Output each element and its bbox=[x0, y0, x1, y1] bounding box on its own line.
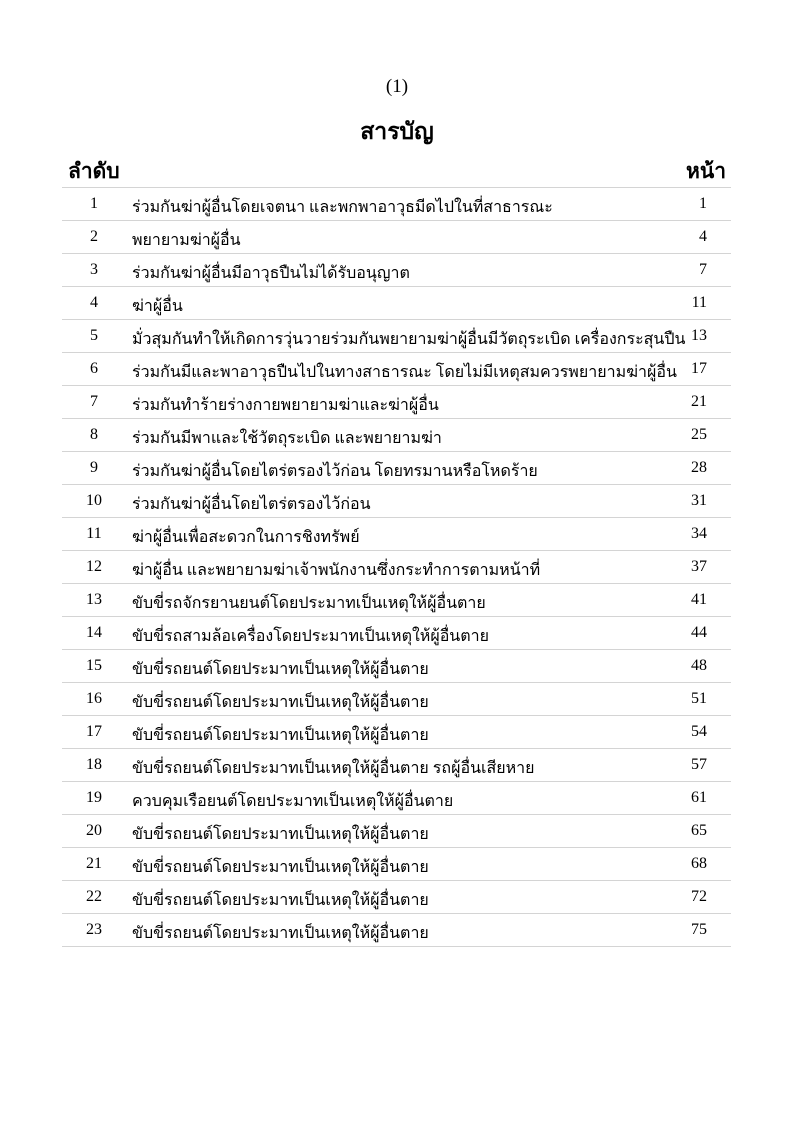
entry-title: ขับขี่รถยนต์โดยประมาทเป็นเหตุให้ผู้อื่นตาย รถผู้อื่นเสียหาย bbox=[132, 760, 535, 777]
entry-page: 44 bbox=[691, 624, 707, 641]
entry-number: 10 bbox=[86, 492, 102, 509]
entry-title: ร่วมกันมีและพาอาวุธปืนไปในทางสาธารณะ โดยไม่มีเหตุสมควรพยายามฆ่าผู้อื่น bbox=[132, 364, 677, 381]
toc-entry[interactable] bbox=[62, 287, 731, 320]
entry-number: 23 bbox=[86, 921, 102, 938]
entry-number: 3 bbox=[90, 261, 98, 278]
entry-page: 68 bbox=[691, 855, 707, 872]
entry-page: 21 bbox=[691, 393, 707, 410]
entry-title: ขับขี่รถสามล้อเครื่องโดยประมาทเป็นเหตุให้ผู้อื่นตาย bbox=[132, 628, 489, 645]
page-number: (1) bbox=[385, 76, 409, 97]
toc-entry[interactable] bbox=[62, 386, 731, 419]
toc-entry[interactable] bbox=[62, 914, 731, 947]
entry-number: 2 bbox=[90, 228, 98, 245]
entry-title: ร่วมกันมีพาและใช้วัตถุระเบิด และพยายามฆ่า bbox=[132, 430, 442, 447]
entry-number: 21 bbox=[86, 855, 102, 872]
toc-entry[interactable] bbox=[62, 518, 731, 551]
entry-title: พยายามฆ่าผู้อื่น bbox=[132, 232, 241, 249]
entry-number: 13 bbox=[86, 591, 102, 608]
entry-title: ขับขี่รถยนต์โดยประมาทเป็นเหตุให้ผู้อื่นตาย bbox=[132, 727, 429, 744]
entry-number: 18 bbox=[86, 756, 102, 773]
toc-entry[interactable] bbox=[62, 881, 731, 914]
entry-number: 1 bbox=[90, 195, 98, 212]
entry-title: ขับขี่รถยนต์โดยประมาทเป็นเหตุให้ผู้อื่นตาย bbox=[132, 661, 429, 678]
entry-title: ฆ่าผู้อื่นเพื่อสะดวกในการชิงทรัพย์ bbox=[132, 529, 360, 546]
entry-number: 19 bbox=[86, 789, 102, 806]
entry-title: ขับขี่รถยนต์โดยประมาทเป็นเหตุให้ผู้อื่นตาย bbox=[132, 925, 429, 942]
entry-title: ขับขี่รถยนต์โดยประมาทเป็นเหตุให้ผู้อื่นตาย bbox=[132, 826, 429, 843]
entry-number: 7 bbox=[90, 393, 98, 410]
entry-number: 5 bbox=[90, 327, 98, 344]
entry-page: 1 bbox=[699, 195, 707, 212]
entry-page: 57 bbox=[691, 756, 707, 773]
entry-title: ฆ่าผู้อื่น bbox=[132, 298, 183, 315]
entry-number: 8 bbox=[90, 426, 98, 443]
entry-title: ร่วมกันฆ่าผู้อื่นโดยไตร่ตรองไว้ก่อน โดยทรมานหรือโหดร้าย bbox=[132, 463, 538, 480]
page-title: สารบัญ bbox=[360, 119, 434, 144]
entry-title: ร่วมกันทำร้ายร่างกายพยายามฆ่าและฆ่าผู้อื่น bbox=[132, 397, 439, 414]
entry-page: 13 bbox=[691, 327, 707, 344]
entry-page: 11 bbox=[691, 294, 707, 311]
toc-entry[interactable] bbox=[62, 221, 731, 254]
entry-number: 20 bbox=[86, 822, 102, 839]
entry-title: ร่วมกันฆ่าผู้อื่นมีอาวุธปืนไม่ได้รับอนุญาต bbox=[132, 265, 410, 282]
entry-page: 65 bbox=[691, 822, 707, 839]
entry-page: 28 bbox=[691, 459, 707, 476]
entry-number: 22 bbox=[86, 888, 102, 905]
entry-page: 61 bbox=[691, 789, 707, 806]
entry-page: 54 bbox=[691, 723, 707, 740]
entry-number: 12 bbox=[86, 558, 102, 575]
entry-number: 15 bbox=[86, 657, 102, 674]
entry-page: 41 bbox=[691, 591, 707, 608]
entry-page: 17 bbox=[691, 360, 707, 377]
toc-entry[interactable] bbox=[62, 782, 731, 815]
toc-header bbox=[66, 155, 726, 185]
toc-list bbox=[62, 187, 731, 947]
toc-entry[interactable] bbox=[62, 320, 731, 353]
toc-entry[interactable] bbox=[62, 749, 731, 782]
toc-entry[interactable] bbox=[62, 485, 731, 518]
entry-page: 4 bbox=[699, 228, 707, 245]
toc-entry[interactable] bbox=[62, 650, 731, 683]
entry-number: 14 bbox=[86, 624, 102, 641]
entry-page: 75 bbox=[691, 921, 707, 938]
toc-entry[interactable] bbox=[62, 353, 731, 386]
entry-page: 25 bbox=[691, 426, 707, 443]
entry-title: ขับขี่รถจักรยานยนต์โดยประมาทเป็นเหตุให้ผู้อื่นตาย bbox=[132, 595, 486, 612]
entry-page: 72 bbox=[691, 888, 707, 905]
toc-entry[interactable] bbox=[62, 848, 731, 881]
entry-title: ร่วมกันฆ่าผู้อื่นโดยไตร่ตรองไว้ก่อน bbox=[132, 496, 371, 513]
entry-title: ร่วมกันฆ่าผู้อื่นโดยเจตนา และพกพาอาวุธมีดไปในที่สาธารณะ bbox=[132, 199, 553, 216]
entry-number: 16 bbox=[86, 690, 102, 707]
order-column-header: ลำดับ bbox=[68, 159, 120, 183]
entry-number: 4 bbox=[90, 294, 98, 311]
entry-number: 9 bbox=[90, 459, 98, 476]
entry-page: 37 bbox=[691, 558, 707, 575]
entry-number: 11 bbox=[86, 525, 102, 542]
entry-page: 51 bbox=[691, 690, 707, 707]
entry-title: ขับขี่รถยนต์โดยประมาทเป็นเหตุให้ผู้อื่นตาย bbox=[132, 859, 429, 876]
toc-entry[interactable] bbox=[62, 452, 731, 485]
toc-entry[interactable] bbox=[62, 617, 731, 650]
entry-title: ขับขี่รถยนต์โดยประมาทเป็นเหตุให้ผู้อื่นตาย bbox=[132, 694, 429, 711]
toc-entry[interactable] bbox=[62, 551, 731, 584]
entry-page: 31 bbox=[691, 492, 707, 509]
entry-title: ควบคุมเรือยนต์โดยประมาทเป็นเหตุให้ผู้อื่นตาย bbox=[132, 793, 454, 810]
entry-number: 17 bbox=[86, 723, 102, 740]
entry-page: 7 bbox=[699, 261, 707, 278]
entry-title: มั่วสุมกันทำให้เกิดการวุ่นวายร่วมกันพยายามฆ่าผู้อื่นมีวัตถุระเบิด เครื่องกระสุนปืน bbox=[132, 331, 686, 348]
entry-page: 48 bbox=[691, 657, 707, 674]
page-column-header: หน้า bbox=[686, 159, 726, 183]
toc-entry[interactable] bbox=[62, 188, 731, 221]
toc-entry[interactable] bbox=[62, 683, 731, 716]
toc-entry[interactable] bbox=[62, 254, 731, 287]
toc-entry[interactable] bbox=[62, 815, 731, 848]
entry-number: 6 bbox=[90, 360, 98, 377]
entry-title: ฆ่าผู้อื่น และพยายามฆ่าเจ้าพนักงานซึ่งกระทำการตามหน้าที่ bbox=[132, 562, 541, 579]
toc-entry[interactable] bbox=[62, 419, 731, 452]
toc-entry[interactable] bbox=[62, 584, 731, 617]
entry-page: 34 bbox=[691, 525, 707, 542]
toc-entry[interactable] bbox=[62, 716, 731, 749]
entry-title: ขับขี่รถยนต์โดยประมาทเป็นเหตุให้ผู้อื่นตาย bbox=[132, 892, 429, 909]
